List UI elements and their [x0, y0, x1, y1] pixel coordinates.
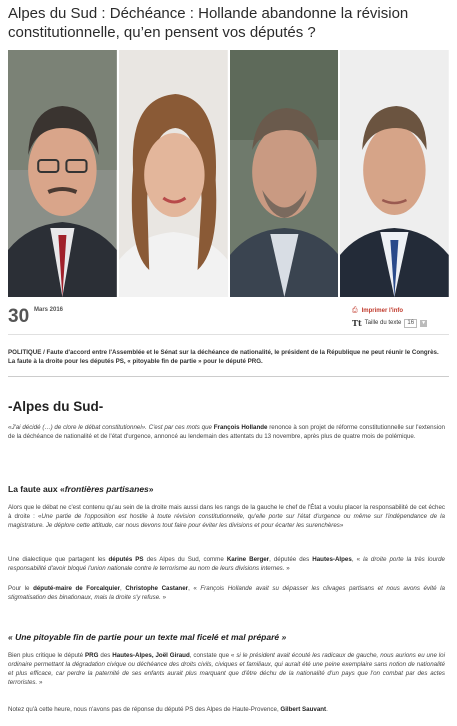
paragraph-6: Notez qu'à cette heure, nous n'avons pas de réponse du député PS des Alpes de Haute-Provence, Gilbert Sauvant. [8, 706, 328, 713]
section-heading: -Alpes du Sud- [8, 399, 104, 414]
deputy-photo-3 [230, 50, 339, 297]
subheading-2: « Une pitoyable fin de partie pour un texte mal ficelé et mal préparé » [8, 632, 287, 642]
divider [8, 334, 449, 335]
print-label: Imprimer l'info [361, 308, 404, 314]
divider [8, 376, 449, 377]
text-size-icon: Tt [352, 318, 362, 328]
text-size-label: Taille du texte [364, 320, 402, 326]
print-link[interactable] [352, 306, 452, 316]
article-title: Alpes du Sud : Déchéance : Hollande abandonne la révision constitutionnelle, qu’en pensent vos députés ? [8, 5, 409, 41]
article-tools [352, 306, 452, 328]
deputy-photo-1 [8, 50, 117, 297]
deputies-photo-strip [8, 50, 449, 297]
deputy-photo-4 [340, 50, 449, 297]
paragraph-5: Bien plus critique le député PRG des Hautes-Alpes, Joël Giraud, constate que « si le président avait écouté les radicaux de gauche, nous aurions eu une loi ordinaire permettant la dégradation civique ou déchéance des droits civils, civiques et familiaux, qui aurait été une peine exemplaire sans notion de nationalité et plus efficace, car perdre la paternité de ses enfants aurait plus marquant que d'être déchu de la nationalité d'un pays que l'on combat par des actes terroristes. » [8, 652, 445, 686]
text-size-control [352, 318, 452, 328]
paragraph-1: «J'ai décidé (…) de clore le débat constitutionnel». C'est par ces mots que François Hollande renonce à son projet de réforme constitutionnelle sur l'extension de la déchéance de nationalité et de l'état d'urgence, annoncé au lendemain des attentats du 13 novembre, après plus de quatre mois de polémique. [8, 424, 445, 440]
paragraph-2: Alors que le débat ne c'est contenu qu'au sein de la droite mais aussi dans les rangs de la gauche le chef de l'État a voulu placer la responsabilité de cet échec à droite : «Une partie de l'opposition est hostile à toute révision constitutionnelle, qu'elle porte sur l'état d'urgence ou même sur l'indépendance de la magistrature. Je déplore cette attitude, car nous devons tout faire pour éviter les divisions et pour écarter les surenchères» [8, 504, 445, 529]
subheading-1: La faute aux «frontières partisanes» [8, 484, 154, 494]
paragraph-3: Une dialectique que partagent les députés PS des Alpes du Sud, comme Karine Berger, députée des Hautes-Alpes, « la droite porte la très lourde responsabilité d'avoir bloqué l'union nationale contre le terrorisme au nom de leurs divisions internes. » [8, 556, 445, 572]
article-lead: POLITIQUE / Faute d'accord entre l'Assemblée et le Sénat sur la déchéance de nationalité, le président de la République ne peut réunir le Congrès. La faute à la droite pour les députés PS, « pitoyable fin de partie » pour le député PRG. [8, 349, 439, 365]
date-month: Mars 2016 [34, 307, 64, 313]
date-day: 30 [8, 306, 30, 327]
text-size-select[interactable]: 16 [404, 319, 417, 328]
paragraph-4: Pour le député-maire de Forcalquier, Christophe Castaner, « François Hollande avait su dépasser les clivages partisans et nous avons évité la stigmatisation des binationaux, mais la droite s'y refuse. » [8, 585, 445, 601]
chevron-down-icon[interactable]: ▼ [421, 319, 427, 326]
printer-icon: ⎙ [352, 307, 358, 314]
deputy-photo-2 [119, 50, 228, 297]
